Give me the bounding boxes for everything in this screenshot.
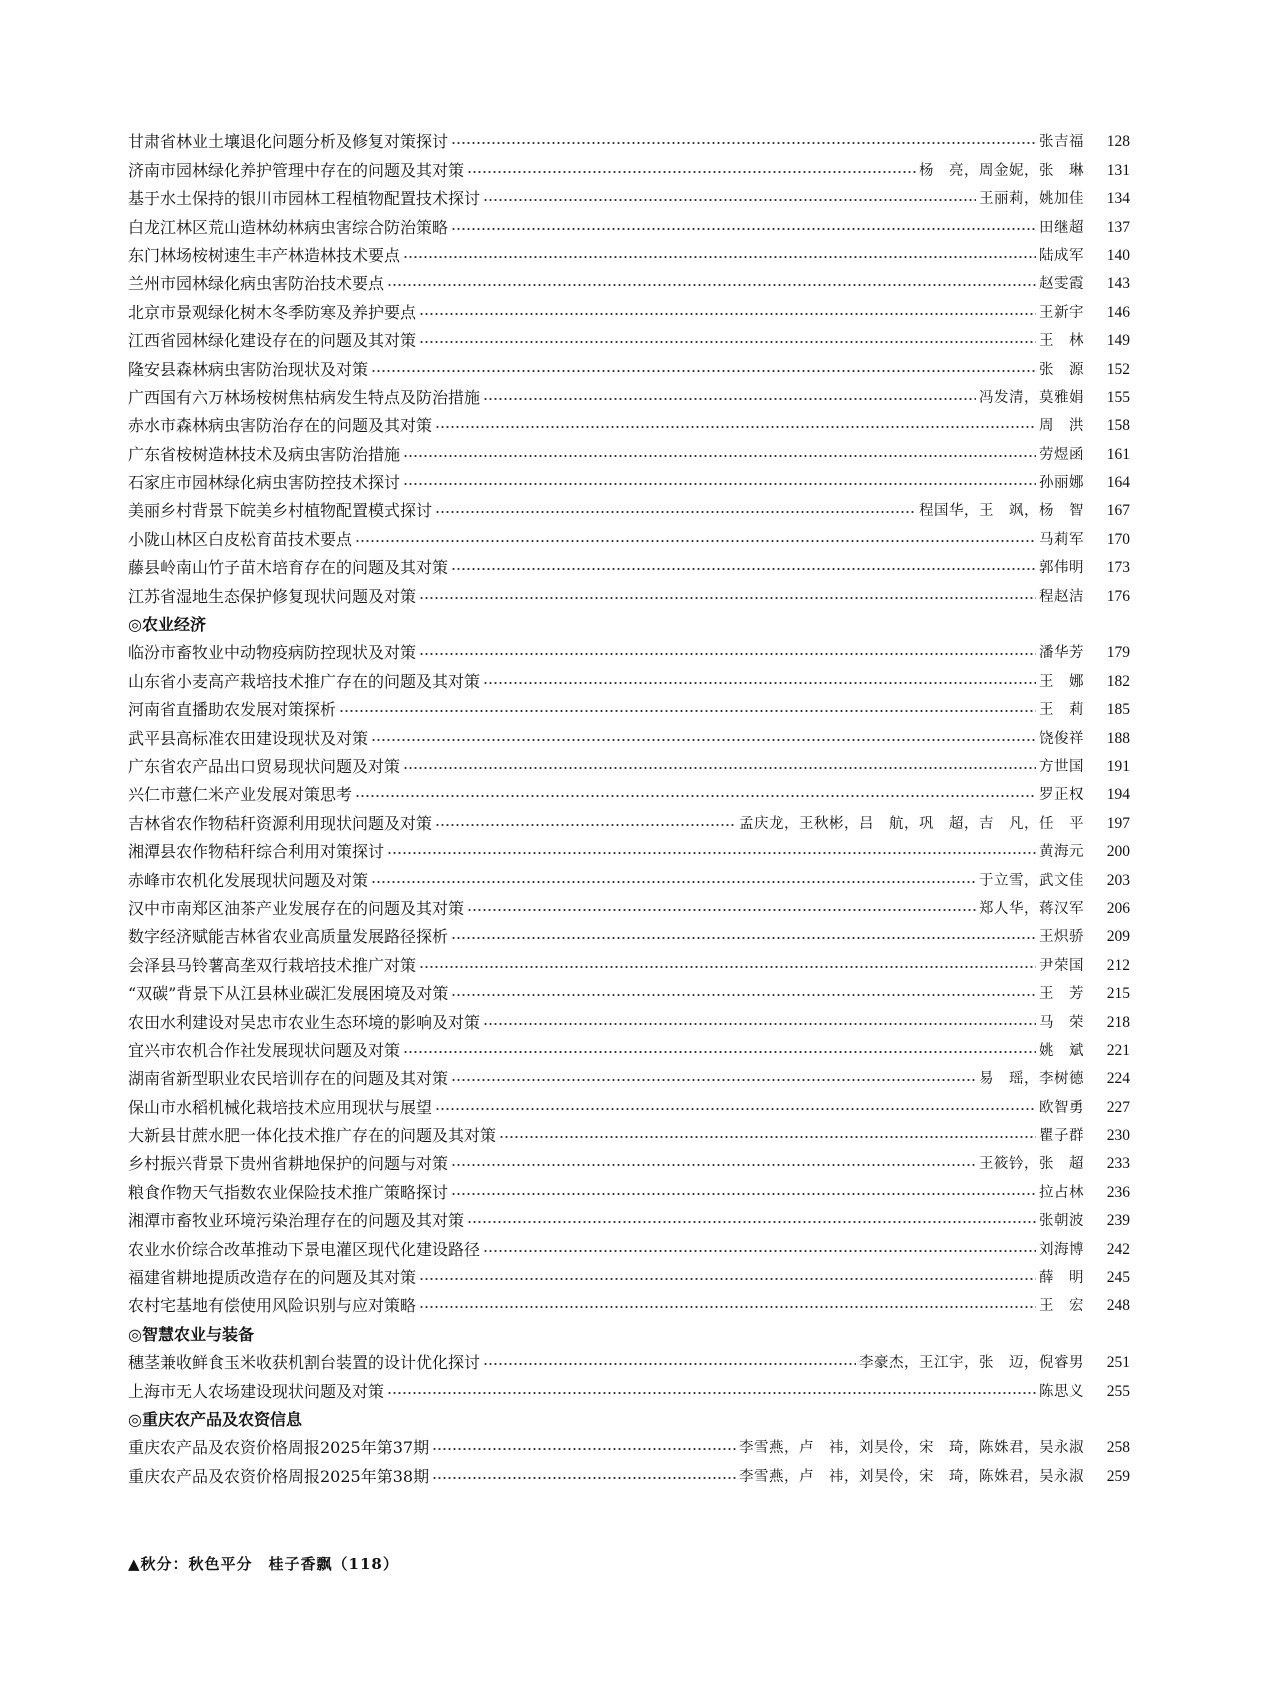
dot-leader: [435, 822, 736, 828]
article-authors: 郭伟明: [1039, 560, 1084, 577]
page-number: 242: [1106, 1240, 1130, 1258]
toc-entry: [128, 1004, 1130, 1032]
article-title: 小陇山林区白皮松育苗技术要点: [128, 529, 353, 549]
dot-leader: [451, 1162, 976, 1168]
article-title: 福建省耕地提质改造存在的问题及其对策: [128, 1268, 417, 1288]
article-title: 美丽乡村背景下皖美乡村植物配置模式探讨: [128, 501, 433, 521]
toc-entry: [128, 1118, 1130, 1146]
article-authors: 王 莉: [1039, 702, 1084, 719]
toc-entry: [128, 1430, 1130, 1458]
article-authors: 王 林: [1039, 333, 1084, 350]
page-number: 227: [1106, 1098, 1130, 1116]
page-number: 194: [1106, 786, 1130, 804]
article-authors: 王 宏: [1039, 1298, 1084, 1315]
article-authors: 冯发清，莫雅娟: [979, 389, 1084, 406]
dot-leader: [467, 169, 916, 175]
toc-entry: [128, 550, 1130, 578]
article-authors: 劳煜函: [1039, 446, 1084, 463]
dot-leader: [403, 1049, 1036, 1055]
article-authors: 尹荣国: [1039, 957, 1084, 974]
dot-leader: [419, 1304, 1036, 1310]
article-authors: 陆成军: [1039, 247, 1084, 264]
page-number: 167: [1106, 502, 1130, 520]
article-title: 广东省桉树造林技术及病虫害防治措施: [128, 444, 401, 464]
dot-leader: [419, 595, 1036, 601]
toc-entry: [128, 862, 1130, 890]
article-title: 大新县甘蔗水肥一体化技术推广存在的问题及其对策: [128, 1126, 497, 1146]
article-title: 重庆农产品及农资价格周报2025年第37期: [128, 1438, 430, 1458]
article-title: 河南省直播助农发展对策探析: [128, 700, 337, 720]
toc-entry: [128, 1061, 1130, 1089]
dot-leader: [403, 481, 1036, 487]
page-number: 155: [1106, 388, 1130, 406]
article-title: 广西国有六万林场桉树焦枯病发生特点及防治措施: [128, 387, 481, 407]
article-title: 吉林省农作物秸秆资源利用现状问题及对策: [128, 813, 433, 833]
toc-entry: [128, 891, 1130, 919]
article-title: 石家庄市园林绿化病虫害防控技术探讨: [128, 473, 401, 493]
dot-leader: [387, 1390, 1036, 1396]
toc-entry: [128, 209, 1130, 237]
article-authors: 李雪燕，卢 祎，刘昊伶，宋 琦，陈姝君，吴永淑: [739, 1468, 1084, 1485]
dot-leader: [499, 1134, 1036, 1140]
page-number: 236: [1106, 1183, 1130, 1201]
page-number: 259: [1106, 1467, 1130, 1485]
toc-entry: [128, 351, 1130, 379]
article-title: 山东省小麦高产栽培技术推广存在的问题及其对策: [128, 671, 481, 691]
toc-entry: [128, 635, 1130, 663]
page-number: 191: [1106, 757, 1130, 775]
dot-leader: [451, 1077, 976, 1083]
toc-entry: [128, 294, 1130, 322]
page-number: 185: [1106, 701, 1130, 719]
article-title: 上海市无人农场建设现状问题及对策: [128, 1381, 385, 1401]
dot-leader: [432, 1446, 736, 1452]
toc-entry: [128, 947, 1130, 975]
page-number: 140: [1106, 246, 1130, 264]
toc-entry: [128, 152, 1130, 180]
dot-leader: [435, 424, 1036, 430]
toc-entry: [128, 436, 1130, 464]
article-authors: 罗正权: [1039, 787, 1084, 804]
dot-leader: [419, 1276, 1036, 1282]
toc-entry: [128, 805, 1130, 833]
toc-entry: [128, 919, 1130, 947]
article-authors: 张朝波: [1039, 1213, 1084, 1230]
dot-leader: [435, 509, 916, 515]
toc-entry: [128, 1373, 1130, 1401]
article-authors: 黄海元: [1039, 844, 1084, 861]
page-number: 134: [1106, 190, 1130, 208]
article-title: 基于水土保持的银川市园林工程植物配置技术探讨: [128, 189, 481, 209]
article-authors: 欧智勇: [1039, 1099, 1084, 1116]
article-title: 北京市景观绿化树木冬季防寒及养护要点: [128, 302, 417, 322]
article-title: 湘潭县农作物秸秆综合利用对策探讨: [128, 842, 385, 862]
article-authors: 王 芳: [1039, 986, 1084, 1003]
toc-entry: [128, 323, 1130, 351]
article-authors: 易 瑶，李树德: [979, 1071, 1084, 1088]
article-title: 江苏省湿地生态保护修复现状问题及对策: [128, 586, 417, 606]
page-number: 203: [1106, 871, 1130, 889]
page-number: 143: [1106, 275, 1130, 293]
dot-leader: [451, 140, 1036, 146]
page-number: 164: [1106, 474, 1130, 492]
article-authors: 孙丽娜: [1039, 475, 1084, 492]
toc-entry: [128, 1146, 1130, 1174]
article-authors: 张吉福: [1039, 134, 1084, 151]
page-number: 161: [1106, 445, 1130, 463]
page-number: 239: [1106, 1212, 1130, 1230]
dot-leader: [419, 311, 1036, 317]
toc-entry: [128, 1174, 1130, 1202]
article-title: 藤县岭南山竹子苗木培育存在的问题及其对策: [128, 558, 449, 578]
article-authors: 田继超: [1039, 219, 1084, 236]
toc-entry: [128, 266, 1130, 294]
article-authors: 马 荣: [1039, 1014, 1084, 1031]
article-authors: 王新宇: [1039, 304, 1084, 321]
dot-leader: [483, 1248, 1036, 1254]
toc-entry: [128, 720, 1130, 748]
page-number: 179: [1106, 644, 1130, 662]
article-title: 隆安县森林病虫害防治现状及对策: [128, 359, 369, 379]
page-number: 258: [1106, 1439, 1130, 1457]
section-title: ◎智慧农业与装备: [128, 1324, 254, 1344]
article-title: 农村宅基地有偿使用风险识别与应对策略: [128, 1296, 417, 1316]
dot-leader: [371, 879, 976, 885]
dot-leader: [483, 197, 976, 203]
page-number: 230: [1106, 1127, 1130, 1145]
toc-entry: [128, 1288, 1130, 1316]
toc-entry: [128, 1203, 1130, 1231]
toc-entry: [128, 380, 1130, 408]
article-authors: 姚 斌: [1039, 1042, 1084, 1059]
article-authors: 周 洪: [1039, 418, 1084, 435]
dot-leader: [483, 1361, 856, 1367]
cover-note: ▲秋分：秋色平分 桂子香飘（118）: [128, 1555, 399, 1573]
article-authors: 孟庆龙，王秋彬，吕 航，巩 超，吉 凡，任 平: [739, 815, 1084, 832]
article-title: 宜兴市农机合作社发展现状问题及对策: [128, 1040, 401, 1060]
article-authors: 潘华芳: [1039, 645, 1084, 662]
section-heading: [128, 1402, 1130, 1430]
article-authors: 刘海博: [1039, 1241, 1084, 1258]
article-title: 湖南省新型职业农民培训存在的问题及其对策: [128, 1069, 449, 1089]
page-number: 221: [1106, 1041, 1130, 1059]
article-title: 穗茎兼收鲜食玉米收获机割台装置的设计优化探讨: [128, 1353, 481, 1373]
dot-leader: [451, 226, 1036, 232]
section-heading: [128, 1316, 1130, 1344]
dot-leader: [387, 282, 1036, 288]
page-number: 233: [1106, 1155, 1130, 1173]
page-number: 149: [1106, 332, 1130, 350]
toc-entry: [128, 493, 1130, 521]
article-authors: 于立雪，武文佳: [979, 872, 1084, 889]
dot-leader: [339, 708, 1036, 714]
dot-leader: [467, 1219, 1036, 1225]
toc-entry: [128, 408, 1130, 436]
dot-leader: [451, 1191, 1036, 1197]
toc-entry: [128, 578, 1130, 606]
page-number: 248: [1106, 1297, 1130, 1315]
dot-leader: [483, 1021, 1036, 1027]
page-number: 200: [1106, 843, 1130, 861]
toc-entry: [128, 465, 1130, 493]
page-number: 131: [1106, 161, 1130, 179]
article-title: 农田水利建设对吴忠市农业生态环境的影响及对策: [128, 1012, 481, 1032]
article-authors: 程国华，王 飒，杨 智: [919, 503, 1084, 520]
article-authors: 程赵洁: [1039, 588, 1084, 605]
dot-leader: [403, 254, 1036, 260]
article-authors: 王筱钤，张 超: [979, 1156, 1084, 1173]
page-number: 209: [1106, 928, 1130, 946]
dot-leader: [355, 793, 1036, 799]
toc-entry: [128, 663, 1130, 691]
page-number: 197: [1106, 814, 1130, 832]
article-authors: 拉占林: [1039, 1184, 1084, 1201]
article-authors: 杨 亮，周金妮，张 琳: [919, 162, 1084, 179]
toc-entry: [128, 692, 1130, 720]
article-title: 粮食作物天气指数农业保险技术推广策略探讨: [128, 1182, 449, 1202]
article-authors: 饶俊祥: [1039, 730, 1084, 747]
article-title: 重庆农产品及农资价格周报2025年第38期: [128, 1466, 430, 1486]
article-authors: 马莉军: [1039, 531, 1084, 548]
page-number: 218: [1106, 1013, 1130, 1031]
page-number: 152: [1106, 360, 1130, 378]
toc-entry: [128, 1033, 1130, 1061]
dot-leader: [451, 992, 1036, 998]
toc-entry: [128, 521, 1130, 549]
page-number: 212: [1106, 956, 1130, 974]
article-authors: 方世国: [1039, 758, 1084, 775]
article-title: 赤水市森林病虫害防治存在的问题及其对策: [128, 416, 433, 436]
page-number: 206: [1106, 899, 1130, 917]
article-title: 东门林场桉树速生丰产林造林技术要点: [128, 245, 401, 265]
dot-leader: [355, 538, 1036, 544]
article-authors: 王炽骄: [1039, 929, 1084, 946]
toc-entry: [128, 181, 1130, 209]
article-title: 会泽县马铃薯高垄双行栽培技术推广对策: [128, 955, 417, 975]
toc-entry: [128, 1260, 1130, 1288]
article-title: 汉中市南郑区油茶产业发展存在的问题及其对策: [128, 898, 465, 918]
page-number: 137: [1106, 218, 1130, 236]
article-title: 临汾市畜牧业中动物疫病防控现状及对策: [128, 643, 417, 663]
article-authors: 张 源: [1039, 361, 1084, 378]
article-title: 湘潭市畜牧业环境污染治理存在的问题及其对策: [128, 1211, 465, 1231]
page-number: 188: [1106, 729, 1130, 747]
article-title: 乡村振兴背景下贵州省耕地保护的问题与对策: [128, 1154, 449, 1174]
dot-leader: [419, 339, 1036, 345]
toc-entry: [128, 1345, 1130, 1373]
article-title: 赤峰市农机化发展现状问题及对策: [128, 870, 369, 890]
page-number: 158: [1106, 417, 1130, 435]
article-authors: 薛 明: [1039, 1270, 1084, 1287]
dot-leader: [432, 1475, 736, 1481]
dot-leader: [371, 368, 1036, 374]
article-title: 数字经济赋能吉林省农业高质量发展路径探析: [128, 927, 449, 947]
dot-leader: [451, 935, 1036, 941]
article-title: 甘肃省林业土壤退化问题分析及修复对策探讨: [128, 132, 449, 152]
article-authors: 陈思义: [1039, 1383, 1084, 1400]
section-title: ◎农业经济: [128, 615, 206, 635]
toc-entry: [128, 238, 1130, 266]
article-title: 广东省农产品出口贸易现状问题及对策: [128, 756, 401, 776]
toc-entry: [128, 124, 1130, 152]
page-number: 251: [1106, 1354, 1130, 1372]
article-authors: 瞿子群: [1039, 1128, 1084, 1145]
dot-leader: [419, 651, 1036, 657]
toc-entry: [128, 976, 1130, 1004]
page-number: 173: [1106, 559, 1130, 577]
page-number: 170: [1106, 530, 1130, 548]
dot-leader: [435, 1106, 1036, 1112]
dot-leader: [419, 964, 1036, 970]
page-number: 146: [1106, 303, 1130, 321]
article-title: 保山市水稻机械化栽培技术应用现状与展望: [128, 1097, 433, 1117]
article-title: 农业水价综合改革推动下景电灌区现代化建设路径: [128, 1239, 481, 1259]
section-title: ◎重庆农产品及农资信息: [128, 1409, 302, 1429]
article-authors: 赵雯霞: [1039, 276, 1084, 293]
table-of-contents: [128, 124, 1130, 1487]
article-title: 济南市园林绿化养护管理中存在的问题及其对策: [128, 160, 465, 180]
toc-entry: [128, 1089, 1130, 1117]
toc-entry: [128, 834, 1130, 862]
article-title: 江西省园林绿化建设存在的问题及其对策: [128, 331, 417, 351]
dot-leader: [403, 453, 1036, 459]
page-number: 176: [1106, 587, 1130, 605]
page-number: 224: [1106, 1070, 1130, 1088]
article-title: 武平县高标准农田建设现状及对策: [128, 728, 369, 748]
page-number: 182: [1106, 672, 1130, 690]
dot-leader: [371, 737, 1036, 743]
section-heading: [128, 607, 1130, 635]
dot-leader: [483, 680, 1036, 686]
toc-entry: [128, 1458, 1130, 1486]
page-number: 245: [1106, 1269, 1130, 1287]
article-title: “双碳”背景下从江县林业碳汇发展困境及对策: [128, 984, 449, 1004]
dot-leader: [451, 566, 1036, 572]
article-authors: 郑人华，蒋汉军: [979, 900, 1084, 917]
article-title: 兴仁市薏仁米产业发展对策思考: [128, 785, 353, 805]
toc-entry: [128, 1231, 1130, 1259]
dot-leader: [403, 765, 1036, 771]
dot-leader: [387, 850, 1036, 856]
article-authors: 李雪燕，卢 祎，刘昊伶，宋 琦，陈姝君，吴永淑: [739, 1440, 1084, 1457]
page-number: 215: [1106, 985, 1130, 1003]
article-authors: 王丽莉，姚加佳: [979, 191, 1084, 208]
article-authors: 王 娜: [1039, 673, 1084, 690]
dot-leader: [483, 396, 976, 402]
page-number: 255: [1106, 1382, 1130, 1400]
dot-leader: [467, 907, 976, 913]
article-title: 兰州市园林绿化病虫害防治技术要点: [128, 274, 385, 294]
toc-entry: [128, 777, 1130, 805]
toc-entry: [128, 749, 1130, 777]
article-title: 白龙江林区荒山造林幼林病虫害综合防治策略: [128, 217, 449, 237]
article-authors: 李豪杰，王江宇，张 迈，倪睿男: [859, 1355, 1084, 1372]
page-number: 128: [1106, 133, 1130, 151]
